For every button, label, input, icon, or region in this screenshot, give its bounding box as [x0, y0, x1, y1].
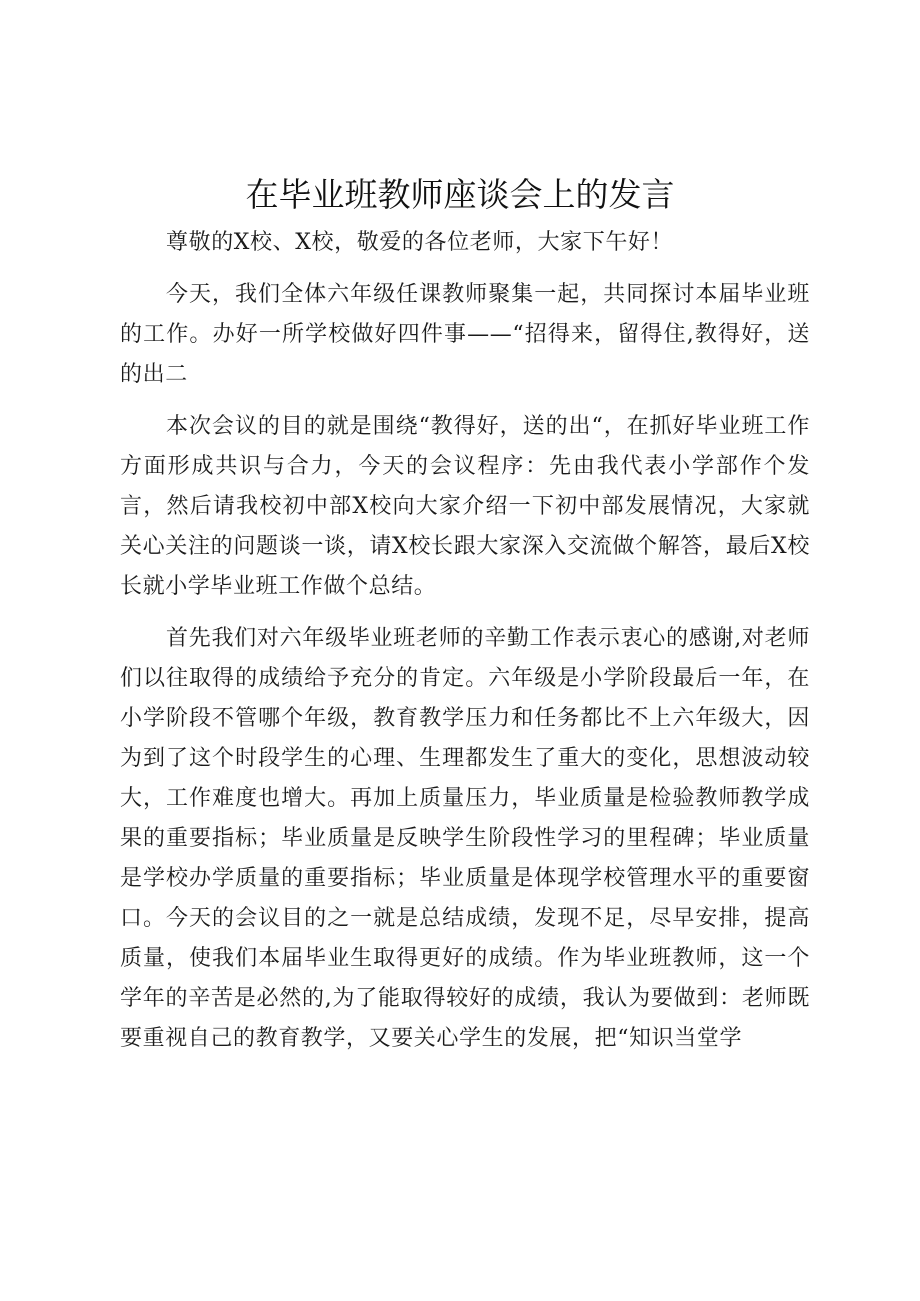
paragraph-intro: 今天，我们全体六年级任课教师聚集一起，共同探讨本届毕业班的工作。办好一所学校做好四件事——“招得来，留得住,教得好，送的出二 [120, 282, 810, 387]
document-body [120, 223, 810, 1059]
document-title: 在毕业班教师座谈会上的发言 [245, 175, 675, 214]
paragraph-greeting: 尊敬的X校、X校，敬爱的各位老师，大家下午好！ [166, 230, 674, 255]
paragraph-appreciation: 首先我们对六年级毕业班老师的辛勤工作表示衷心的感谢,对老师们以往取得的成绩给予充分的肯定。六年级是小学阶段最后一年，在小学阶段不管哪个年级，教育教学压力和任务都比不上六年级大，因为到了这个时段学生的心理、生理都发生了重大的变化，思想波动较大，工作难度也增大。再加上质量压力，毕业质量是检验教师教学成果的重要指标；毕业质量是反映学生阶段性学习的里程碑；毕业质量是学校办学质量的重要指标；毕业质量是体现学校管理水平的重要窗口。今天的会议目的之一就是总结成绩，发现不足，尽早安排，提高质量，使我们本届毕业生取得更好的成绩。作为毕业班教师，这一个学年的辛苦是必然的,为了能取得较好的成绩，我认为要做到：老师既要重视自己的教育教学，又要关心学生的发展，把“知识当堂学 [120, 626, 810, 1051]
paragraph-agenda: 本次会议的目的就是围绕“教得好，送的出“，在抓好毕业班工作方面形成共识与合力，今天的会议程序：先由我代表小学部作个发言，然后请我校初中部X校向大家介绍一下初中部发展情况，大家就关心关注的问题谈一谈，请X校长跟大家深入交流做个解答，最后X校长就小学毕业班工作做个总结。 [120, 414, 810, 599]
